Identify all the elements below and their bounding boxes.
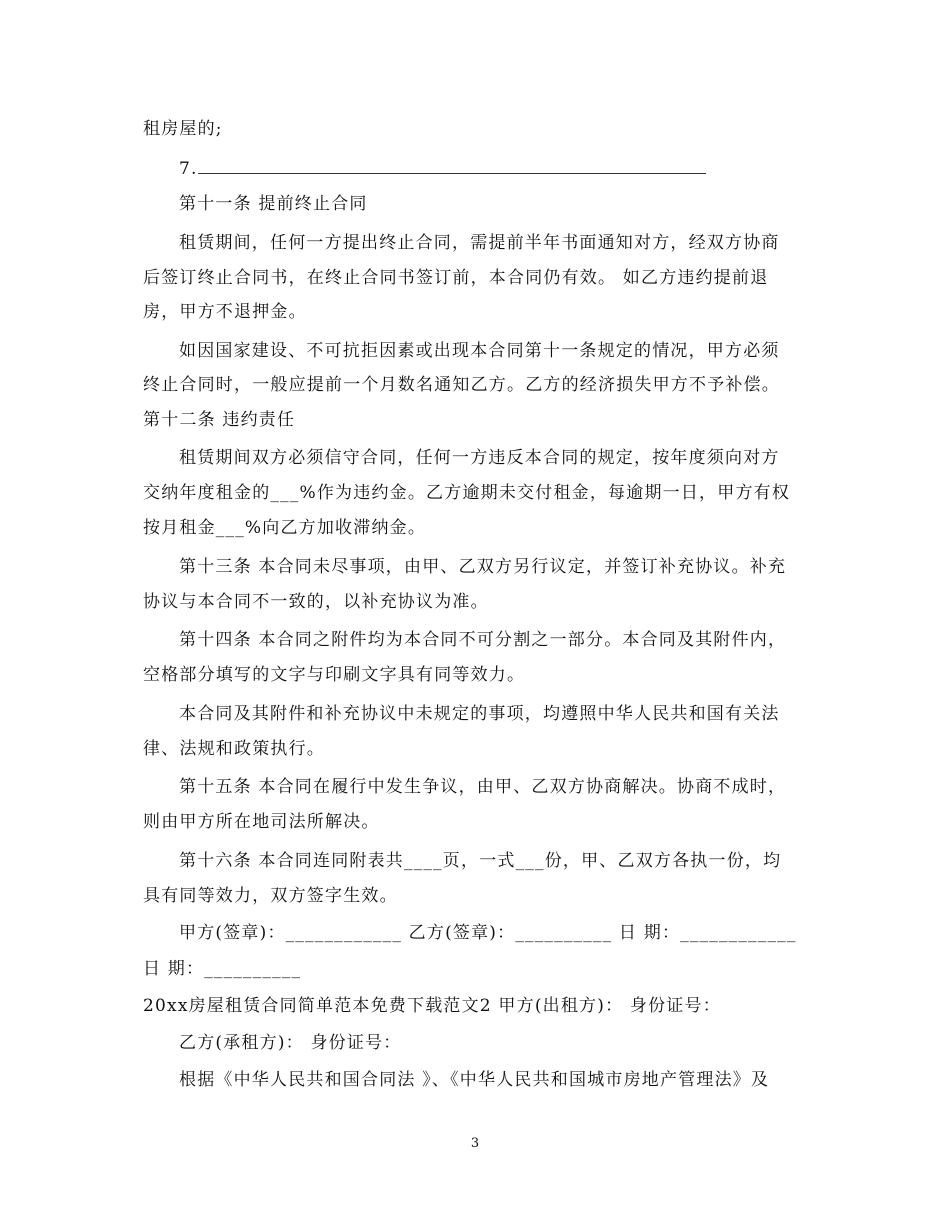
paragraph-line: 则由甲方所在地司法所解决。	[143, 812, 380, 832]
paragraph-line: 房，甲方不退押金。	[143, 302, 307, 322]
blank-line	[198, 158, 706, 174]
paragraph-line: 后签订终止合同书，在终止合同书签订前，本合同仍有效。 如乙方违约提前退	[143, 268, 769, 288]
paragraph-line: 如因国家建设、不可抗拒因素或出现本合同第十一条规定的情况，甲方必须	[179, 341, 780, 361]
paragraph-line: 租赁期间双方必须信守合同，任何一方违反本合同的规定，按年度须向对方	[179, 448, 780, 468]
section-heading: 第十二条 违约责任	[143, 410, 296, 430]
paragraph-line: 第十四条 本合同之附件均为本合同不可分割之一部分。本合同及其附件内，	[179, 630, 787, 650]
paragraph-line: 第十六条 本合同连同附表共____页，一式___份，甲、乙双方各执一份，均	[179, 851, 782, 871]
signature-line: 甲方(签章)：____________ 乙方(签章)：__________ 日 期：____________	[179, 923, 797, 943]
paragraph-line: 律、法规和政策执行。	[143, 739, 325, 759]
list-number: 7.	[179, 159, 198, 179]
paragraph-line: 第十三条 本合同未尽事项，由甲、乙双方另行议定，并签订补充协议。补充	[179, 557, 787, 577]
paragraph-line: 第十五条 本合同在履行中发生争议，由甲、乙双方协商解决。协商不成时，	[179, 777, 787, 797]
paragraph-line: 空格部分填写的文字与印刷文字具有同等效力。	[143, 665, 526, 685]
paragraph-line: 租房屋的;	[143, 119, 223, 139]
paragraph-line: 根据《中华人民共和国合同法 》、《中华人民共和国城市房地产管理法》及	[179, 1070, 770, 1090]
page-number: 3	[470, 1136, 480, 1151]
paragraph-line: 协议与本合同不一致的，以补充协议为准。	[143, 592, 489, 612]
paragraph-line: 终止合同时，一般应提前一个月数名通知乙方。乙方的经济损失甲方不予补偿。	[143, 375, 780, 395]
paragraph-line: 按月租金___%向乙方加收滞纳金。	[143, 518, 427, 538]
paragraph-line: 具有同等效力，双方签字生效。	[143, 886, 398, 906]
list-item-7	[179, 158, 706, 180]
party-line: 乙方(承租方)： 身份证号：	[179, 1033, 402, 1053]
paragraph-line: 本合同及其附件和补充协议中未规定的事项，均遵照中华人民共和国有关法	[179, 704, 780, 724]
contract-title-line: 20xx房屋租赁合同简单范本免费下载范文2 甲方(出租方)： 身份证号：	[143, 996, 721, 1016]
paragraph-line: 租赁期间，任何一方提出终止合同，需提前半年书面通知对方，经双方协商	[179, 233, 780, 253]
section-heading: 第十一条 提前终止合同	[179, 194, 368, 214]
date-line: 日 期：__________	[143, 959, 302, 979]
paragraph-line: 交纳年度租金的___%作为违约金。乙方逾期未交付租金，每逾期一日，甲方有权	[143, 483, 791, 503]
